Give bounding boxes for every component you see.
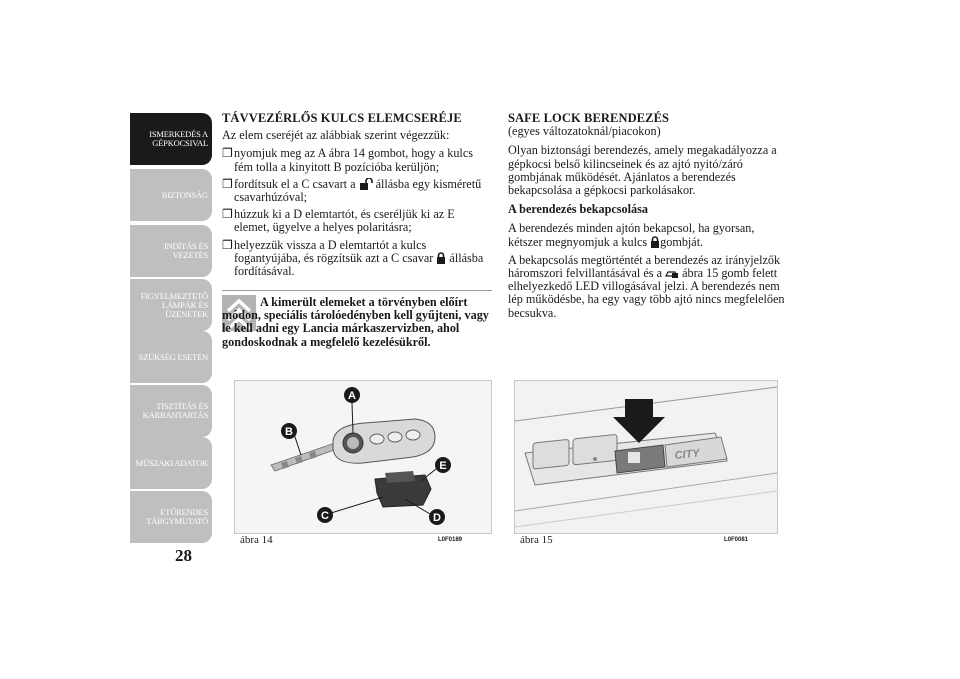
figure-caption: ábra 15 bbox=[520, 534, 553, 546]
list-item-text: húzzuk ki a D elemtartót, és cseréljük ki az E elemet, ügyelve a helyes polaritásra; bbox=[234, 207, 455, 235]
unlock-icon bbox=[359, 178, 373, 190]
list-item bbox=[222, 208, 492, 234]
figure-14 bbox=[234, 380, 492, 548]
tab-label: INDÍTÁS ÉS VEZETÉS bbox=[163, 241, 208, 260]
tab-inditas[interactable] bbox=[130, 225, 212, 277]
page-number: 28 bbox=[175, 546, 192, 565]
tab-label: BIZTONSÁG bbox=[161, 189, 208, 200]
tab-label: SZÜKSÉG ESETÉN bbox=[138, 351, 208, 362]
tab-figyelmezteto[interactable] bbox=[130, 279, 212, 331]
tab-label: TISZTÍTÁS ÉS KARBANTARTÁS bbox=[142, 401, 208, 420]
figure-code: L0F0081 bbox=[724, 537, 749, 543]
list-item-text: helyezzük vissza a D elemtartót a kulcs fogantyújába, és rögzítsük azt a C csavar bbox=[234, 237, 434, 265]
paragraph-text: ábra 15 gomb felett elhelyezkedő LED villogásával jelzi. A berendezés nem lép működésbe, ha egy vagy több ajtó nincs megfelelően becsukva. bbox=[508, 266, 785, 320]
figure-image bbox=[234, 380, 492, 534]
list-item bbox=[222, 178, 492, 204]
list-item-text: nyomjuk meg az A ábra 14 gombot, hogy a kulcs fém tolla a kinyitott B pozícióba kerüljön; bbox=[234, 146, 473, 174]
tab-biztonsag[interactable] bbox=[130, 169, 212, 221]
section-title: SAFE LOCK BERENDEZÉS bbox=[508, 111, 670, 125]
tab-label: ISMERKEDÉS A GÉPKOCSIVAL bbox=[149, 129, 208, 148]
section-subtitle: (egyes változatoknál/piacokon) bbox=[508, 124, 661, 139]
checkbox-bullet-icon: ❒ bbox=[222, 207, 233, 222]
paragraph bbox=[508, 254, 786, 320]
warning-text: A kimerült elemeket a törvényben előírt módon, speciális tárolóedényben kell gyűjteni, vagy le kell adni egy Lancia márkaszervizben, ahol gondoskodnak a megfelelő kezelésükről. bbox=[222, 295, 489, 349]
key-illustration bbox=[235, 381, 491, 533]
warning-box bbox=[222, 290, 492, 370]
paragraph-text: A berendezés minden ajtón bekapcsol, ha gyorsan, kétszer megnyomjuk a kulcs bbox=[508, 221, 755, 249]
section-title: TÁVVEZÉRLŐS KULCS ELEMCSERÉJE bbox=[222, 111, 462, 125]
list-item bbox=[222, 147, 492, 173]
list-item-text: fordítsuk el a C csavart a bbox=[234, 176, 356, 191]
right-column bbox=[508, 112, 786, 325]
paragraph: Olyan biztonsági berendezés, amely megakadályozza a gépkocsi belső kilincseinek és az ajtó nyitó/záró gombjának működését. Ajánlatos a berendezés bekapcsolása a gépkocsi parkolásakor. bbox=[508, 143, 777, 198]
paragraph bbox=[508, 222, 786, 248]
list-item bbox=[222, 239, 492, 279]
figure-code: L0F0189 bbox=[438, 537, 463, 543]
tab-label: MŰSZAKI ADATOK bbox=[135, 457, 208, 468]
tab-label: FIGYELMEZTETŐ LÁMPÁK ÉS ÜZENETEK bbox=[140, 290, 208, 319]
tab-szukseg[interactable] bbox=[130, 331, 212, 383]
dashboard-illustration bbox=[515, 381, 777, 533]
city-button-label: CITY bbox=[674, 447, 701, 462]
lock-icon bbox=[650, 236, 660, 248]
figure-caption: ábra 14 bbox=[240, 534, 273, 546]
car-lock-icon bbox=[665, 267, 679, 279]
callout-e: E bbox=[439, 460, 447, 472]
list-item-text: állásba fordításával. bbox=[234, 250, 484, 279]
tab-ismerkedes[interactable] bbox=[130, 113, 212, 165]
left-column bbox=[222, 112, 492, 282]
list-item-text: állásba egy kisméretű csavarhúzóval; bbox=[234, 176, 482, 205]
checkbox-bullet-icon: ❒ bbox=[222, 237, 233, 252]
tab-muszaki[interactable] bbox=[130, 437, 212, 489]
subheading: A berendezés bekapcsolása bbox=[508, 202, 648, 217]
tab-targymutato[interactable] bbox=[130, 491, 212, 543]
tab-tisztitas[interactable] bbox=[130, 385, 212, 437]
callout-c: C bbox=[321, 510, 329, 522]
callout-b: B bbox=[285, 426, 293, 438]
divider bbox=[222, 290, 492, 291]
lock-icon bbox=[436, 252, 446, 264]
callout-d: D bbox=[433, 512, 441, 524]
intro-text: Az elem cseréjét az alábbiak szerint végezzük: bbox=[222, 128, 450, 143]
tab-label: ETŰRENDES TÁRGYMUTATÓ bbox=[146, 507, 208, 526]
callout-a: A bbox=[348, 390, 356, 402]
checkbox-bullet-icon: ❒ bbox=[222, 176, 233, 191]
paragraph-text: A bekapcsolás megtörténtét a berendezés az irányjelzők háromszori felvillantásával és a bbox=[508, 252, 781, 281]
figure-15 bbox=[514, 380, 778, 548]
figure-image bbox=[514, 380, 778, 534]
checkbox-bullet-icon: ❒ bbox=[222, 146, 233, 161]
paragraph-text: gombját. bbox=[660, 234, 704, 249]
